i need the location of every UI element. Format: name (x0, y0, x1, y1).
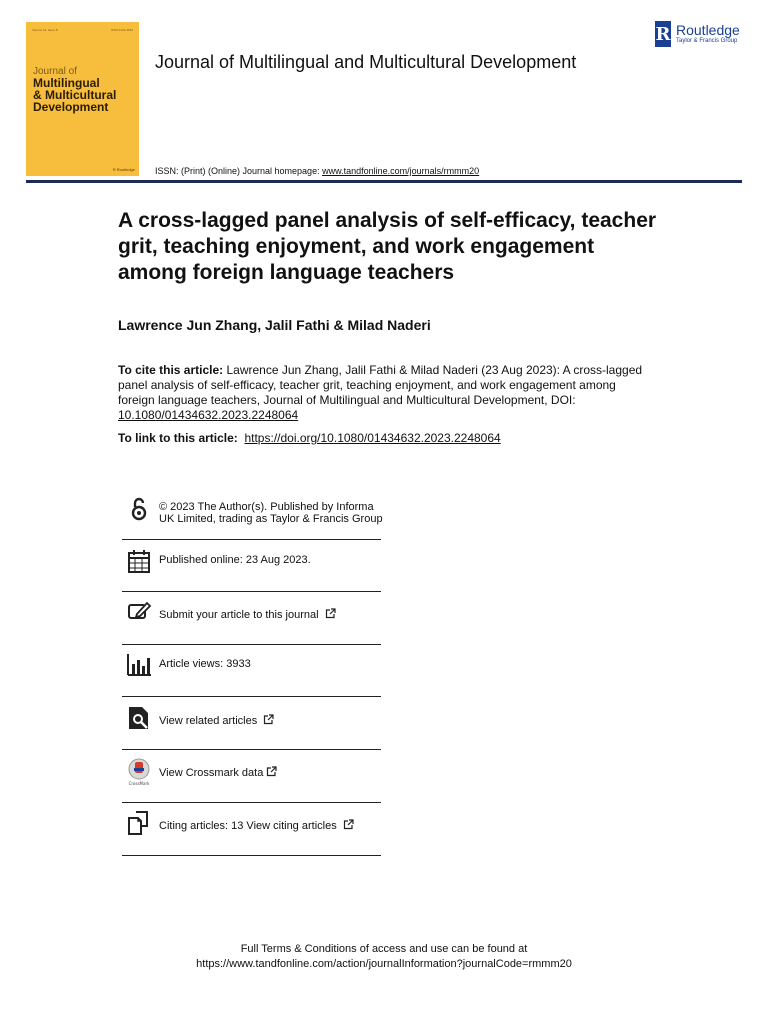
info-row-related[interactable] (122, 704, 381, 744)
svg-text:CrossMark: CrossMark (128, 781, 150, 786)
citing-articles-icon (126, 810, 152, 836)
cover-volume-text: Volume 44, Issue 8 (32, 28, 58, 32)
cover-line-3: & Multicultural (33, 88, 117, 102)
footer-terms-url[interactable]: https://www.tandfonline.com/action/journalInformation?journalCode=rmmm20 (196, 958, 572, 970)
related-articles-link[interactable] (159, 714, 383, 727)
info-divider (122, 696, 381, 697)
journal-title: Journal of Multilingual and Multicultural Development (155, 52, 577, 72)
info-row-crossmark[interactable] (122, 757, 381, 797)
cite-doi-link[interactable]: 10.1080/01434632.2023.2248064 (118, 408, 299, 422)
info-divider (122, 749, 381, 750)
article-authors: Lawrence Jun Zhang, Jalil Fathi & Milad Naderi (118, 317, 431, 333)
link-block (118, 431, 501, 445)
info-row-views (122, 650, 381, 690)
cover-issn-text: ISSN 0143-4632 (110, 28, 133, 32)
crossmark-label: View Crossmark data (159, 767, 264, 779)
published-date-text: Published online: 23 Aug 2023. (159, 554, 311, 566)
info-row-citing[interactable] (122, 809, 381, 849)
submit-article-link[interactable] (159, 608, 383, 621)
crossmark-link[interactable] (159, 766, 383, 779)
calendar-icon (126, 548, 152, 574)
citing-articles-label: Citing articles: 13 View citing articles (159, 820, 337, 832)
cover-line-4: Development (33, 100, 109, 114)
link-label: To link to this article: (118, 431, 238, 445)
journal-cover (26, 22, 139, 176)
header-divider (26, 180, 742, 183)
issn-text: ISSN: (Print) (Online) Journal homepage: (155, 166, 323, 176)
bar-chart-icon (126, 652, 152, 678)
publisher-subtitle: Taylor & Francis Group (676, 38, 738, 44)
issn-line (155, 166, 479, 176)
external-link-icon (266, 766, 277, 777)
info-row-submit[interactable] (122, 598, 381, 638)
cite-text: Lawrence Jun Zhang, Jalil Fathi & Milad Naderi (23 Aug 2023): A cross-lagged panel analysis of self-efficacy, teacher grit, teaching enjoyment, and work engagement among foreign language teachers, Journal of Multilingual and Multicultural Development, DOI: (118, 363, 643, 407)
info-row-published (122, 545, 381, 589)
info-row-copyright (122, 496, 381, 540)
cover-line-1: Journal of (33, 66, 77, 77)
publisher-name: Routledge (676, 22, 740, 38)
info-divider (122, 539, 381, 540)
cover-publisher-mark: R Routledge (112, 167, 135, 172)
journal-homepage-link[interactable]: www.tandfonline.com/journals/rmmm20 (322, 166, 480, 176)
footer (0, 942, 768, 972)
publisher-logo (654, 20, 746, 50)
edit-icon (126, 599, 152, 625)
citing-articles-link[interactable] (159, 819, 383, 832)
footer-terms-text: Full Terms & Conditions of access and use can be found at (240, 943, 528, 955)
info-divider (122, 802, 381, 803)
article-title: A cross-lagged panel analysis of self-efficacy, teacher grit, teaching enjoyment, and work engagement among foreign language teachers (118, 209, 657, 284)
svg-text:R: R (655, 24, 671, 45)
info-divider (122, 591, 381, 592)
article-doi-link[interactable]: https://doi.org/10.1080/01434632.2023.2248064 (244, 431, 501, 445)
open-access-icon (126, 496, 152, 522)
external-link-icon (263, 714, 274, 725)
related-articles-label: View related articles (159, 715, 258, 727)
info-divider (122, 644, 381, 645)
cite-label: To cite this article: (118, 363, 224, 377)
submit-article-label: Submit your article to this journal (159, 609, 319, 621)
article-views-text: Article views: 3933 (159, 658, 251, 670)
crossmark-icon (126, 757, 152, 787)
citation-block (118, 363, 650, 423)
info-divider (122, 855, 381, 856)
copyright-text: © 2023 The Author(s). Published by Informa UK Limited, trading as Taylor & Francis Group (159, 501, 383, 525)
search-document-icon (126, 705, 152, 731)
external-link-icon (343, 819, 354, 830)
routledge-r-icon (654, 20, 672, 48)
external-link-icon (325, 608, 336, 619)
cover-line-2: Multilingual (33, 76, 100, 90)
